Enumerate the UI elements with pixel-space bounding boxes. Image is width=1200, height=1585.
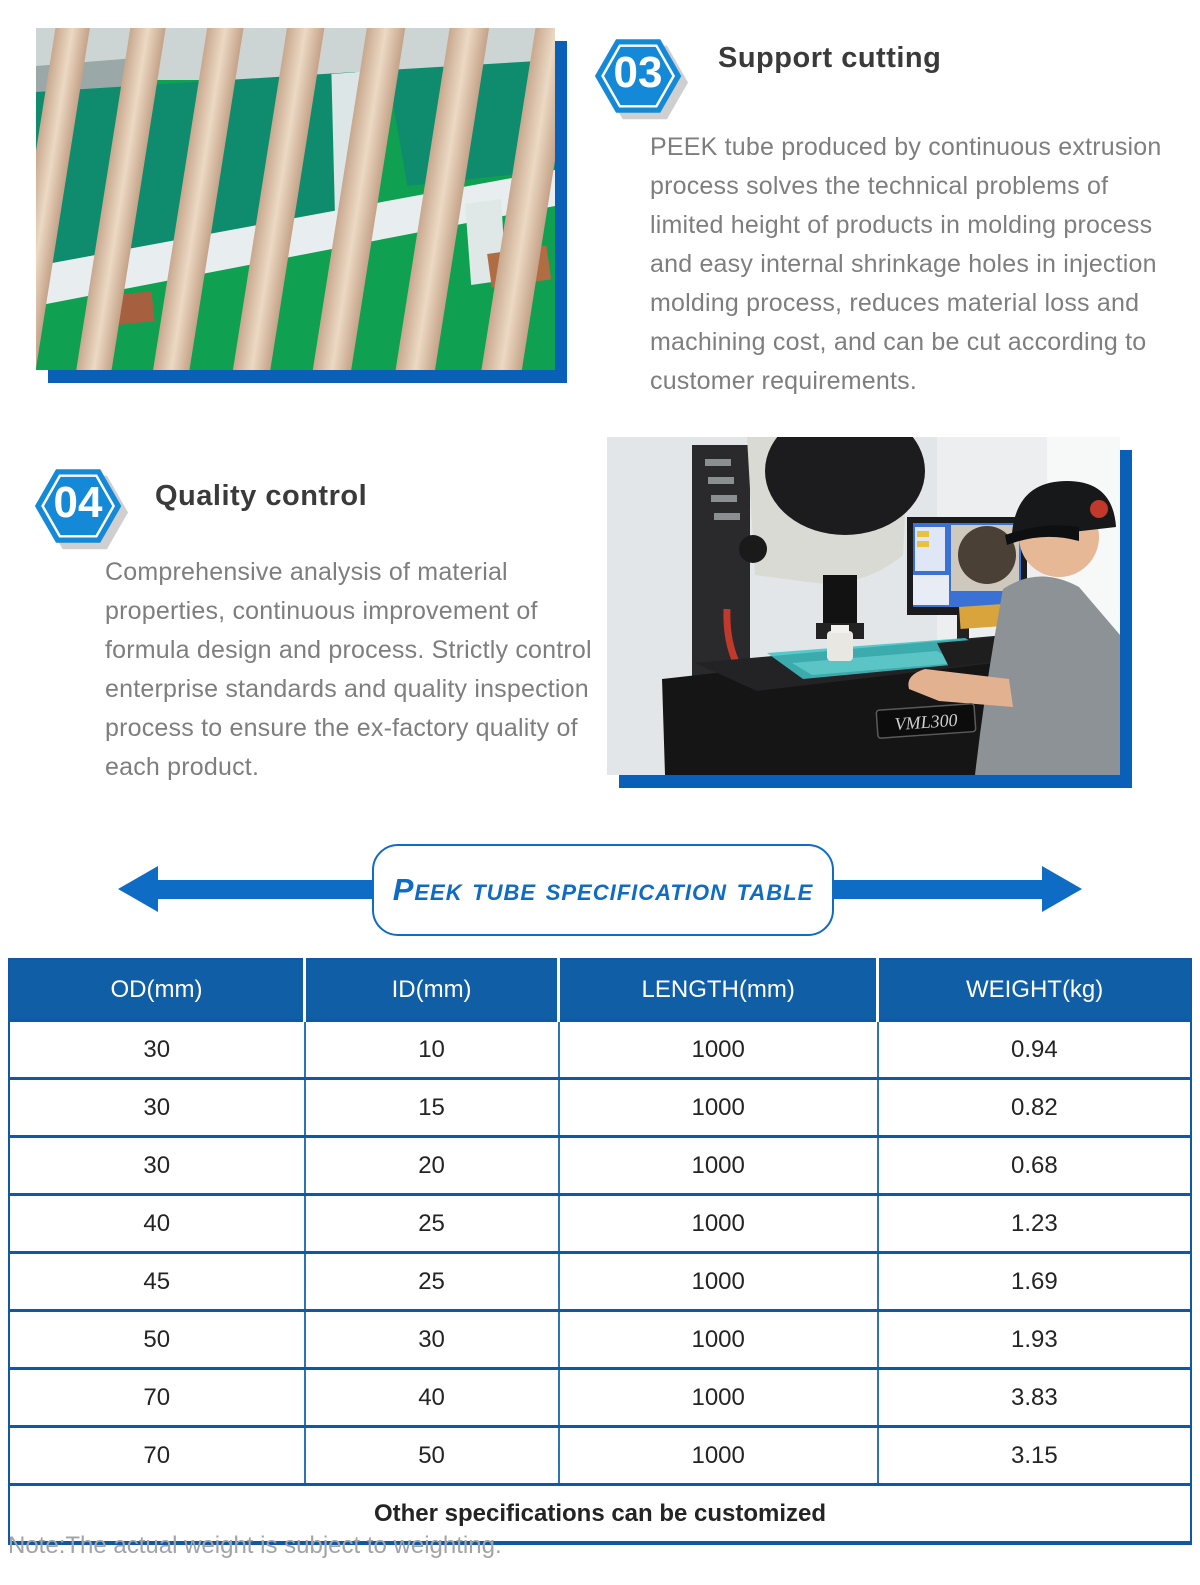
table-cell: 40 [305,1369,559,1427]
table-row [9,1369,1191,1427]
col-header-length: LENGTH(mm) [559,959,878,1021]
quality-control-photo [607,437,1120,775]
table-cell: 25 [305,1195,559,1253]
table-cell: 1000 [559,1427,878,1485]
right-arrowhead-icon [1042,866,1082,912]
table-row [9,1195,1191,1253]
left-arrowhead-icon [118,866,158,912]
table-cell: 50 [305,1427,559,1485]
table-cell: 30 [305,1311,559,1369]
table-cell: 0.82 [878,1079,1191,1137]
table-cell: 1.93 [878,1311,1191,1369]
spec-table-banner-title: Peek tube specification table [392,872,814,907]
table-cell: 1000 [559,1021,878,1079]
spec-table [8,958,1192,1545]
step-number: 03 [613,48,663,97]
table-cell: 0.68 [878,1137,1191,1195]
step-number: 04 [53,478,103,527]
table-cell: 30 [9,1079,305,1137]
table-cell: 20 [305,1137,559,1195]
table-cell: 10 [305,1021,559,1079]
table-cell: 1000 [559,1369,878,1427]
table-cell: 3.83 [878,1369,1191,1427]
section-body-support-cutting: PEEK tube produced by continuous extrusion process solves the technical problems of limited height of products in molding process and easy internal shrinkage holes in injection molding process, reduces material loss and machining cost, and can be cut according to customer requirements. [650,133,1162,395]
section-title-support-cutting: Support cutting [718,42,942,74]
col-header-od: OD(mm) [9,959,305,1021]
col-header-weight: WEIGHT(kg) [878,959,1191,1021]
table-cell: 1.69 [878,1253,1191,1311]
section-title-quality-control: Quality control [155,480,368,512]
table-cell: 45 [9,1253,305,1311]
spec-table-banner [372,844,834,936]
table-header-row [9,959,1191,1021]
table-cell: 1000 [559,1253,878,1311]
table-row [9,1427,1191,1485]
table-footer-cell: Other specifications can be customized [9,1485,1191,1544]
step-badge-04 [33,460,129,552]
table-cell: 70 [9,1427,305,1485]
weight-note: Note:The actual weight is subject to weighting. [8,1532,502,1559]
table-cell: 1000 [559,1311,878,1369]
table-cell: 25 [305,1253,559,1311]
table-row [9,1311,1191,1369]
table-cell: 1000 [559,1079,878,1137]
quality-control-photo-illustration [607,437,1120,775]
table-cell: 1.23 [878,1195,1191,1253]
table-cell: 70 [9,1369,305,1427]
col-header-id: ID(mm) [305,959,559,1021]
table-cell: 15 [305,1079,559,1137]
table-row [9,1079,1191,1137]
peek-tubes-photo [36,28,555,370]
table-cell: 30 [9,1137,305,1195]
machine-label: VML300 [893,709,959,735]
table-cell: 3.15 [878,1427,1191,1485]
table-cell: 30 [9,1021,305,1079]
section-body-quality-control: Comprehensive analysis of material properties, continuous improvement of formula design and process. Strictly control enterprise standards and quality inspection process to ensure the ex-factory quality of each product. [105,558,592,781]
table-body [9,1021,1191,1485]
table-cell: 1000 [559,1195,878,1253]
table-cell: 50 [9,1311,305,1369]
table-cell: 0.94 [878,1021,1191,1079]
table-row [9,1253,1191,1311]
peek-tubes-photo-illustration [36,28,555,370]
table-cell: 1000 [559,1137,878,1195]
table-row [9,1021,1191,1079]
step-badge-03 [593,30,689,122]
table-row [9,1137,1191,1195]
table-cell: 40 [9,1195,305,1253]
